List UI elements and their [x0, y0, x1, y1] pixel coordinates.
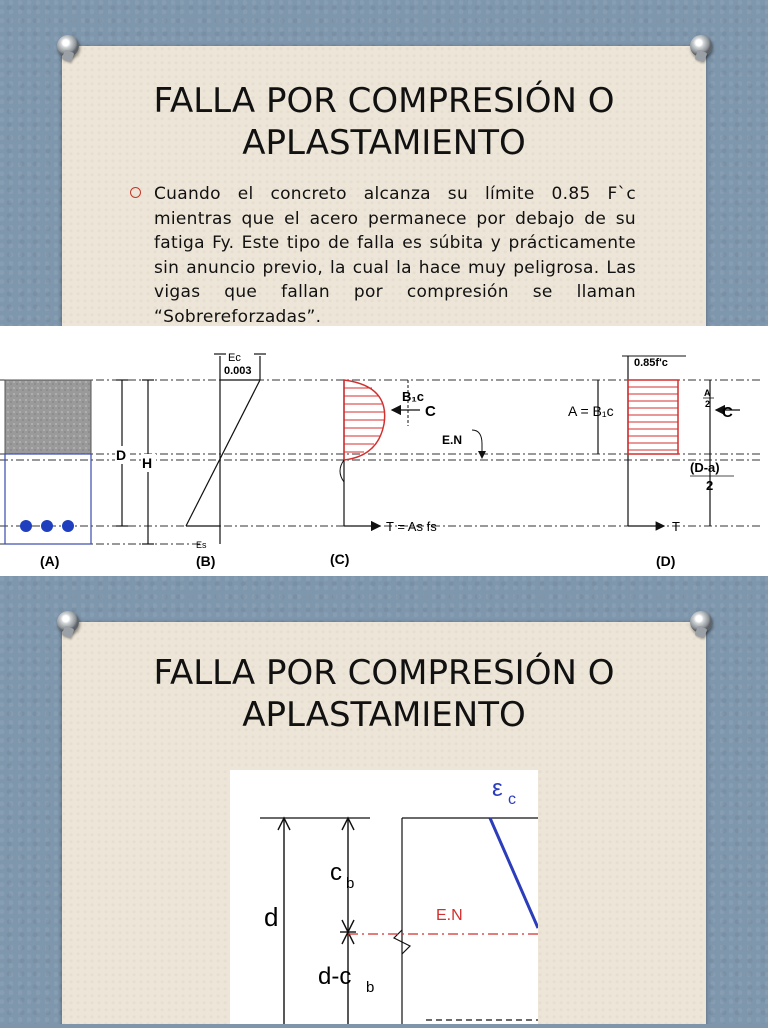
label-C-d: C — [722, 404, 733, 421]
label-en: E.N — [436, 907, 463, 924]
label-T: T — [672, 519, 680, 534]
label-ec-value: 0.003 — [224, 365, 252, 377]
bullet-item — [130, 182, 636, 329]
label-b1c: B₁c — [402, 389, 424, 404]
pin-icon — [690, 35, 712, 57]
label-d-minus-cb: d-c — [318, 963, 352, 990]
section-a — [5, 380, 91, 544]
label-d: (D) — [656, 553, 676, 569]
label-d-minus-cb-sub: b — [366, 979, 375, 996]
label-d-minus-a-num: (D-a) — [690, 460, 720, 475]
label-a-half-den: 2 — [705, 399, 711, 409]
dim-D: D — [116, 447, 127, 463]
label-d-minus-a-den: 2 — [706, 478, 714, 493]
label-cb: c — [330, 859, 342, 886]
label-a-half-num: A — [704, 388, 711, 398]
strain-diagram — [186, 354, 266, 544]
slide-1-title: FALLA POR COMPRESIÓN O APLASTAMIENTO — [153, 81, 615, 163]
label-d: d — [264, 902, 279, 932]
label-epsilon-c-sub: c — [508, 791, 516, 808]
pin-icon — [57, 611, 79, 633]
label-a: (A) — [40, 553, 60, 569]
bullet-text: Cuando el concreto alcanza su límite 0.85 F`c mientras que el acero permanece por debajo de su fatiga Fy. Este tipo de falla es súbita y prácticamente sin anuncio previo, la cual la hace muy peligrosa. Las vigas que fallan por compresión se llaman “Sobrereforzadas”. — [154, 184, 636, 327]
balanced-strain-diagram — [230, 770, 538, 1024]
label-b: (B) — [196, 553, 216, 569]
label-a-eq: A = B₁c — [568, 403, 614, 419]
slide-2-title: FALLA POR COMPRESIÓN O APLASTAMIENTO — [153, 653, 615, 735]
label-ec: Ec — [228, 352, 241, 364]
label-en: E.N — [442, 433, 463, 447]
circle-bullet-icon — [130, 187, 141, 198]
dim-H: H — [142, 455, 153, 471]
label-es: Es — [196, 540, 207, 550]
rect-block — [628, 356, 664, 526]
label-085fc: 0.85f'c — [634, 357, 668, 369]
label-t-as-fs: T = As fs — [386, 519, 437, 534]
pin-icon — [57, 35, 79, 57]
pin-icon — [690, 611, 712, 633]
beam-stress-diagram — [0, 326, 768, 576]
label-c: (C) — [330, 551, 350, 567]
label-cb-sub: b — [346, 875, 355, 892]
label-epsilon-c: ε — [492, 775, 503, 802]
label-C-c: C — [425, 403, 436, 420]
stress-curve — [340, 380, 385, 526]
reference-lines — [0, 380, 760, 544]
